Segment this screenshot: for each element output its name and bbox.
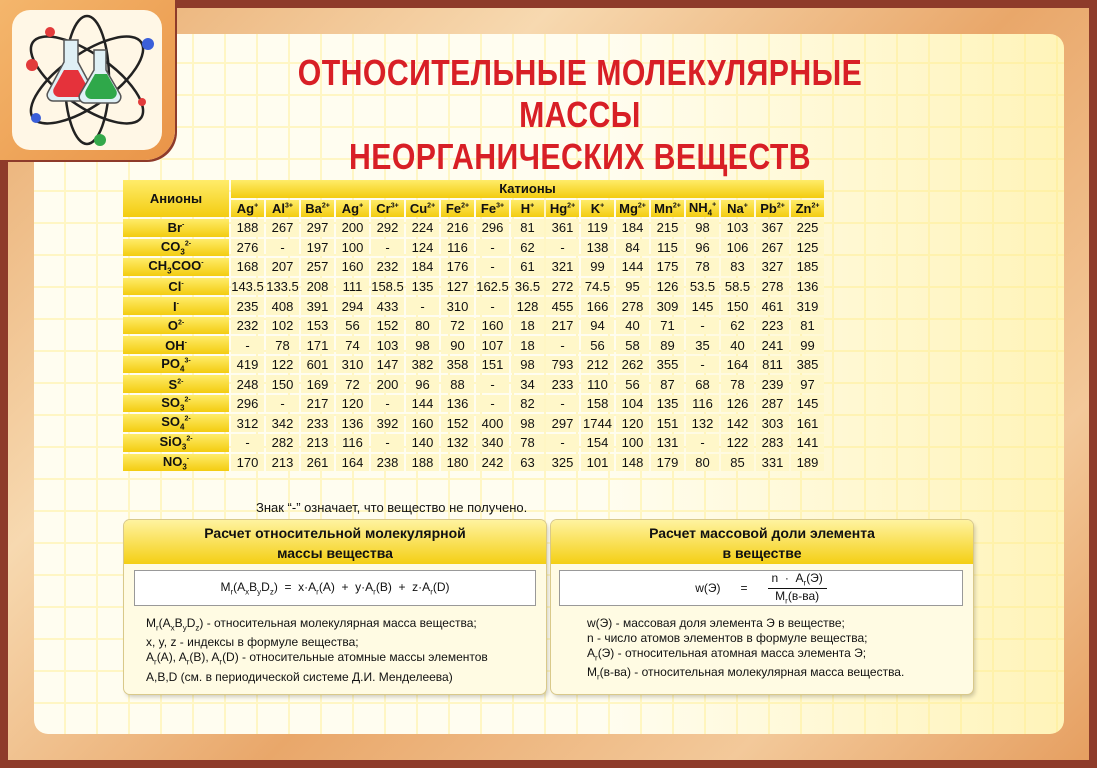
mass-value-cell: - (546, 395, 579, 413)
mass-value-cell: 61 (511, 258, 544, 276)
mass-value-cell: 215 (651, 219, 684, 237)
mass-value-cell: 261 (301, 454, 334, 472)
mass-value-cell: - (371, 395, 404, 413)
mass-value-cell: 35 (686, 336, 719, 354)
mass-value-cell: 321 (546, 258, 579, 276)
mass-value-cell: 160 (336, 258, 369, 276)
mass-value-cell: 216 (441, 219, 474, 237)
mass-fraction-desc-4: $M_r(в-ва)$ - относительная молекулярная масса вещества. (587, 665, 905, 682)
mass-value-cell: 176 (441, 258, 474, 276)
cation-header-cell: $Zn^{2+}$ (791, 200, 824, 218)
mass-value-cell: - (476, 258, 509, 276)
mass-value-cell: 213 (266, 454, 299, 472)
mass-value-cell: 80 (686, 454, 719, 472)
mass-value-cell: 53.5 (686, 278, 719, 296)
mass-fraction-desc-1: w(Э) - массовая доля элемента Э в веществе; (587, 616, 845, 630)
mass-value-cell: 208 (301, 278, 334, 296)
mass-value-cell: 232 (231, 317, 264, 335)
anion-cell: $SO_3^{2-}$ (123, 395, 229, 413)
mass-value-cell: - (686, 317, 719, 335)
mass-value-cell: 100 (336, 239, 369, 257)
mass-value-cell: 225 (791, 219, 824, 237)
mass-value-cell: 147 (371, 356, 404, 374)
mass-value-cell: 327 (756, 258, 789, 276)
mass-value-cell: 122 (721, 434, 754, 452)
mass-value-cell: 72 (441, 317, 474, 335)
mass-value-cell: 241 (756, 336, 789, 354)
mass-value-cell: 34 (511, 375, 544, 393)
table-row (123, 317, 824, 335)
mass-fraction-fraction: $\frac{n \cdot A_r(Э)}{M_r(в-ва)}$ (768, 571, 827, 605)
cation-header-cell: Ag+ (336, 200, 369, 218)
cation-header-cell: Na+ (721, 200, 754, 218)
mass-value-cell: 158.5 (371, 279, 404, 295)
mass-value-cell: 232 (371, 258, 404, 276)
mass-value-cell: 136 (336, 414, 369, 432)
mass-value-cell: 212 (581, 356, 614, 374)
mass-value-cell: 78 (721, 375, 754, 393)
table-row (123, 395, 824, 413)
mass-value-cell: 141 (791, 434, 824, 452)
mass-value-cell: 400 (476, 414, 509, 432)
mass-value-cell: 169 (301, 375, 334, 393)
mass-value-cell: 171 (301, 336, 334, 354)
mass-value-cell: 355 (651, 356, 684, 374)
molecular-mass-table (121, 178, 826, 473)
mass-value-cell: 56 (581, 336, 614, 354)
mass-value-cell: 150 (721, 297, 754, 315)
mass-fraction-title-line-2: в веществе (722, 545, 802, 561)
mass-value-cell: 224 (406, 219, 439, 237)
mass-value-cell: 235 (231, 297, 264, 315)
cation-header-cell: H+ (511, 200, 544, 218)
molar-mass-title-line-2: массы вещества (277, 545, 393, 561)
mass-value-cell: 168 (231, 258, 264, 276)
table-row (123, 434, 824, 452)
mass-value-cell: 455 (546, 297, 579, 315)
mass-value-cell: 179 (651, 454, 684, 472)
mass-value-cell: 793 (546, 356, 579, 374)
mass-value-cell: 151 (651, 414, 684, 432)
mass-value-cell: 358 (441, 356, 474, 374)
cations-header: Катионы (231, 180, 824, 198)
mass-value-cell: 419 (231, 356, 264, 374)
mass-value-cell: 100 (616, 434, 649, 452)
table-row (123, 239, 824, 257)
mass-value-cell: 81 (511, 219, 544, 237)
mass-value-cell: 262 (616, 356, 649, 374)
cation-header-cell: $Mg^{2+}$ (616, 200, 649, 218)
mass-value-cell: 242 (476, 454, 509, 472)
mass-value-cell: 136 (791, 278, 824, 296)
mass-value-cell: - (231, 434, 264, 452)
cation-header-cell: $NH_4^+$ (686, 200, 719, 218)
mass-fraction-calc-box (551, 520, 973, 694)
logo-badge (0, 0, 175, 160)
mass-value-cell: 120 (336, 395, 369, 413)
mass-value-cell: 408 (266, 297, 299, 315)
molar-mass-desc-1: $M_r(A_xB_yD_z)$ - относительная молекулярная масса вещества; (146, 616, 477, 633)
mass-value-cell: - (546, 434, 579, 452)
mass-value-cell: 154 (581, 434, 614, 452)
anion-cell: $NO_3^-$ (123, 454, 229, 472)
cation-header-cell: K+ (581, 200, 614, 218)
mass-value-cell: 188 (406, 454, 439, 472)
cation-header-cell: $Ba^{2+}$ (301, 200, 334, 218)
molar-mass-calc-box (124, 520, 546, 694)
mass-value-cell: 233 (546, 375, 579, 393)
mass-value-cell: 94 (581, 317, 614, 335)
cation-header-cell: $Cu^{2+}$ (406, 200, 439, 218)
mass-value-cell: 310 (441, 297, 474, 315)
mass-value-cell: 217 (301, 395, 334, 413)
mass-value-cell: 89 (651, 336, 684, 354)
mass-value-cell: 88 (441, 375, 474, 393)
mass-fraction-calc-title (551, 520, 973, 564)
mass-value-cell: 150 (266, 375, 299, 393)
mass-value-cell: 96 (686, 239, 719, 257)
molar-mass-desc-2: x, y, z - индексы в формуле вещества; (146, 635, 359, 650)
table-row (123, 258, 824, 276)
mass-fraction-eq: = (740, 581, 748, 595)
mass-value-cell: 78 (686, 258, 719, 276)
title-line-2: НЕОРГАНИЧЕСКИХ ВЕЩЕСТВ (349, 136, 811, 177)
mass-value-cell: 148 (616, 454, 649, 472)
mass-value-cell: 184 (616, 219, 649, 237)
mass-value-cell: 223 (756, 317, 789, 335)
mass-value-cell: 188 (231, 219, 264, 237)
mass-value-cell: 276 (231, 239, 264, 257)
mass-fraction-lhs: w(Э) (695, 581, 721, 595)
mass-value-cell: - (266, 395, 299, 413)
anion-cell: Br- (123, 219, 229, 237)
mass-value-cell: 433 (371, 297, 404, 315)
mass-value-cell: 145 (686, 297, 719, 315)
mass-value-cell: 83 (721, 258, 754, 276)
mass-value-cell: 1744 (581, 414, 614, 432)
mass-value-cell: 58.5 (721, 278, 754, 296)
mass-fraction-formula (559, 570, 963, 606)
mass-value-cell: - (476, 297, 509, 315)
table-row (123, 375, 824, 393)
anion-cell: I- (123, 297, 229, 315)
mass-value-cell: 127 (441, 278, 474, 296)
mass-value-cell: 382 (406, 356, 439, 374)
cation-header-cell: $Pb^{2+}$ (756, 200, 789, 218)
mass-value-cell: 18 (511, 336, 544, 354)
mass-value-cell: - (686, 356, 719, 374)
cation-header-cell: $Fe^{3+}$ (476, 200, 509, 218)
mass-value-cell: 85 (721, 454, 754, 472)
mass-value-cell: 257 (301, 258, 334, 276)
molar-mass-desc-4: A,B,D (см. в периодической системе Д.И. Менделеева) (146, 669, 453, 684)
title-line-1: ОТНОСИТЕЛЬНЫЕ МОЛЕКУЛЯРНЫЕ МАССЫ (297, 52, 863, 135)
mass-value-cell: - (371, 239, 404, 257)
mass-value-cell: 106 (721, 239, 754, 257)
mass-value-cell: 116 (336, 434, 369, 452)
poster-title (244, 52, 916, 178)
molar-mass-calc-title (124, 520, 546, 564)
mass-value-cell: 248 (231, 375, 264, 393)
table-row (123, 297, 824, 315)
cation-header-cell: $Al^{3+}$ (266, 200, 299, 218)
mass-value-cell: 340 (476, 434, 509, 452)
mass-value-cell: 331 (756, 454, 789, 472)
cation-header-cell: $Hg^{2+}$ (546, 200, 579, 218)
mass-value-cell: 272 (546, 278, 579, 296)
cation-header-cell: $Fe^{2+}$ (441, 200, 474, 218)
mass-value-cell: 95 (616, 278, 649, 296)
mass-value-cell: 213 (301, 434, 334, 452)
mass-value-cell: 153 (301, 317, 334, 335)
anion-cell: $CH_3COO^-$ (123, 258, 229, 276)
mass-value-cell: - (476, 239, 509, 257)
mass-value-cell: 124 (406, 239, 439, 257)
mass-value-cell: 110 (581, 375, 614, 393)
mass-value-cell: - (476, 375, 509, 393)
mass-value-cell: 152 (441, 414, 474, 432)
mass-value-cell: 128 (511, 297, 544, 315)
mass-value-cell: 278 (756, 278, 789, 296)
mass-value-cell: 98 (406, 336, 439, 354)
mass-value-cell: 116 (441, 239, 474, 257)
mass-value-cell: 158 (581, 395, 614, 413)
mass-value-cell: 170 (231, 454, 264, 472)
mass-value-cell: 152 (371, 317, 404, 335)
mass-value-cell: 811 (756, 356, 789, 374)
mass-value-cell: 145 (791, 395, 824, 413)
mass-fraction-title-line-1: Расчет массовой доли элемента (649, 525, 875, 541)
mass-value-cell: 297 (546, 414, 579, 432)
mass-value-cell: 136 (441, 395, 474, 413)
table-row (123, 454, 824, 472)
mass-value-cell: 180 (441, 454, 474, 472)
table-row (123, 219, 824, 237)
mass-value-cell: 132 (686, 414, 719, 432)
mass-value-cell: 133.5 (266, 279, 299, 295)
mass-value-cell: 342 (266, 414, 299, 432)
mass-value-cell: 391 (301, 297, 334, 315)
mass-value-cell: 144 (406, 395, 439, 413)
anions-header: Анионы (123, 180, 229, 217)
table-row (123, 336, 824, 354)
mass-value-cell: 104 (616, 395, 649, 413)
mass-value-cell: 385 (791, 356, 824, 374)
anion-cell: $S^{2-}$ (123, 375, 229, 393)
mass-value-cell: 144 (616, 258, 649, 276)
mass-value-cell: 87 (651, 375, 684, 393)
mass-value-cell: 294 (336, 297, 369, 315)
mass-value-cell: 111 (336, 278, 369, 296)
mass-value-cell: 282 (266, 434, 299, 452)
mass-value-cell: 116 (686, 395, 719, 413)
mass-value-cell: 287 (756, 395, 789, 413)
mass-value-cell: 161 (791, 414, 824, 432)
mass-value-cell: 143.5 (231, 279, 264, 295)
mass-value-cell: 207 (266, 258, 299, 276)
mass-value-cell: 18 (511, 317, 544, 335)
mass-value-cell: 71 (651, 317, 684, 335)
mass-value-cell: 200 (371, 375, 404, 393)
cation-header-cell: Ag+ (231, 200, 264, 218)
anion-cell: $CO_3^{2-}$ (123, 239, 229, 257)
anion-cell: $O^{2-}$ (123, 317, 229, 335)
mass-value-cell: 175 (651, 258, 684, 276)
mass-value-cell: 238 (371, 454, 404, 472)
mass-value-cell: 62 (721, 317, 754, 335)
mass-value-cell: 98 (511, 414, 544, 432)
mass-value-cell: 135 (406, 278, 439, 296)
anion-cell: Cl- (123, 278, 229, 296)
mass-value-cell: 138 (581, 239, 614, 257)
mass-value-cell: 126 (721, 395, 754, 413)
mass-value-cell: 58 (616, 336, 649, 354)
mass-value-cell: 120 (616, 414, 649, 432)
mass-value-cell: 102 (266, 317, 299, 335)
mass-value-cell: 461 (756, 297, 789, 315)
mass-value-cell: 392 (371, 414, 404, 432)
mass-value-cell: 99 (581, 258, 614, 276)
mass-value-cell: 84 (616, 239, 649, 257)
mass-value-cell: 72 (336, 375, 369, 393)
anion-cell: $SO_4^{2-}$ (123, 414, 229, 432)
mass-value-cell: 164 (721, 356, 754, 374)
mass-value-cell: 185 (791, 258, 824, 276)
mass-value-cell: 107 (476, 336, 509, 354)
mass-value-cell: 81 (791, 317, 824, 335)
molar-mass-formula: $M_r(A_xB_yD_z) = x\cdot A_r(A) + y\cdot A_r(B) + z\cdot A_r(D)$ (134, 570, 536, 606)
mass-value-cell: 309 (651, 297, 684, 315)
mass-value-cell: 63 (511, 454, 544, 472)
mass-value-cell: 239 (756, 375, 789, 393)
mass-value-cell: 278 (616, 297, 649, 315)
mass-value-cell: 126 (651, 278, 684, 296)
mass-value-cell: 98 (511, 356, 544, 374)
mass-value-cell: 233 (301, 414, 334, 432)
mass-value-cell: 151 (476, 356, 509, 374)
mass-value-cell: - (686, 434, 719, 452)
mass-value-cell: 162.5 (476, 279, 509, 295)
mass-value-cell: 132 (441, 434, 474, 452)
cation-header-cell: $Mn^{2+}$ (651, 200, 684, 218)
mass-value-cell: 56 (616, 375, 649, 393)
mass-value-cell: 325 (546, 454, 579, 472)
mass-value-cell: 78 (511, 434, 544, 452)
molar-mass-title-line-1: Расчет относительной молекулярной (204, 525, 466, 541)
table-row (123, 414, 824, 432)
mass-fraction-desc-3: $A_r(Э)$ - относительная атомная масса элемента Э; (587, 646, 867, 663)
mass-value-cell: 78 (266, 336, 299, 354)
mass-value-cell: 125 (791, 239, 824, 257)
mass-value-cell: - (266, 239, 299, 257)
mass-value-cell: 40 (616, 317, 649, 335)
molar-mass-desc-3: $A_r(A)$, $A_r(B)$, $A_r(D)$ - относительные атомные массы элементов (146, 650, 488, 667)
mass-value-cell: 164 (336, 454, 369, 472)
mass-value-cell: - (231, 336, 264, 354)
mass-value-cell: 200 (336, 219, 369, 237)
mass-value-cell: 197 (301, 239, 334, 257)
anion-cell: $PO_4^{3-}$ (123, 356, 229, 374)
mass-value-cell: 296 (231, 395, 264, 413)
mass-value-cell: - (546, 239, 579, 257)
mass-value-cell: 119 (581, 219, 614, 237)
mass-value-cell: 90 (441, 336, 474, 354)
mass-value-cell: 103 (721, 219, 754, 237)
mass-value-cell: 74.5 (581, 278, 614, 296)
mass-value-cell: - (476, 395, 509, 413)
mass-value-cell: 319 (791, 297, 824, 315)
mass-value-cell: 82 (511, 395, 544, 413)
mass-value-cell: 267 (756, 239, 789, 257)
mass-value-cell: 361 (546, 219, 579, 237)
mass-value-cell: 74 (336, 336, 369, 354)
atom-flasks-icon (12, 10, 162, 150)
mass-value-cell: 283 (756, 434, 789, 452)
mass-value-cell: - (371, 434, 404, 452)
mass-value-cell: 131 (651, 434, 684, 452)
anion-cell: OH- (123, 336, 229, 354)
mass-value-cell: 292 (371, 219, 404, 237)
mass-value-cell: 189 (791, 454, 824, 472)
mass-value-cell: 97 (791, 375, 824, 393)
mass-value-cell: 96 (406, 375, 439, 393)
mass-value-cell: 296 (476, 219, 509, 237)
mass-fraction-desc-2: n - число атомов элементов в формуле вещества; (587, 631, 868, 645)
mass-value-cell: 80 (406, 317, 439, 335)
mass-value-cell: 68 (686, 375, 719, 393)
mass-value-cell: 135 (651, 395, 684, 413)
mass-value-cell: 62 (511, 239, 544, 257)
mass-value-cell: 303 (756, 414, 789, 432)
mass-value-cell: 98 (686, 219, 719, 237)
mass-value-cell: 312 (231, 414, 264, 432)
mass-value-cell: 142 (721, 414, 754, 432)
table-row (123, 278, 824, 296)
mass-value-cell: 101 (581, 454, 614, 472)
mass-value-cell: - (406, 297, 439, 315)
mass-value-cell: 40 (721, 336, 754, 354)
mass-value-cell: 166 (581, 297, 614, 315)
mass-value-cell: 56 (336, 317, 369, 335)
mass-value-cell: 160 (476, 317, 509, 335)
mass-value-cell: 217 (546, 317, 579, 335)
mass-value-cell: 36.5 (511, 278, 544, 296)
dash-note: Знак “-” означает, что вещество не получено. (256, 500, 528, 515)
mass-value-cell: 160 (406, 414, 439, 432)
mass-fraction-description (587, 616, 967, 685)
molar-mass-description (146, 616, 536, 685)
anion-cell: SiO$_3^{2-}$ (123, 434, 229, 452)
mass-value-cell: 122 (266, 356, 299, 374)
mass-value-cell: 267 (266, 219, 299, 237)
mass-value-cell: 115 (651, 239, 684, 257)
mass-value-cell: 601 (301, 356, 334, 374)
table-row (123, 356, 824, 374)
mass-value-cell: 297 (301, 219, 334, 237)
mass-value-cell: 310 (336, 356, 369, 374)
cation-header-cell: $Cr^{3+}$ (371, 200, 404, 218)
mass-value-cell: 99 (791, 336, 824, 354)
mass-value-cell: 140 (406, 434, 439, 452)
mass-value-cell: 367 (756, 219, 789, 237)
mass-value-cell: 103 (371, 336, 404, 354)
mass-value-cell: - (546, 336, 579, 354)
mass-value-cell: 184 (406, 258, 439, 276)
